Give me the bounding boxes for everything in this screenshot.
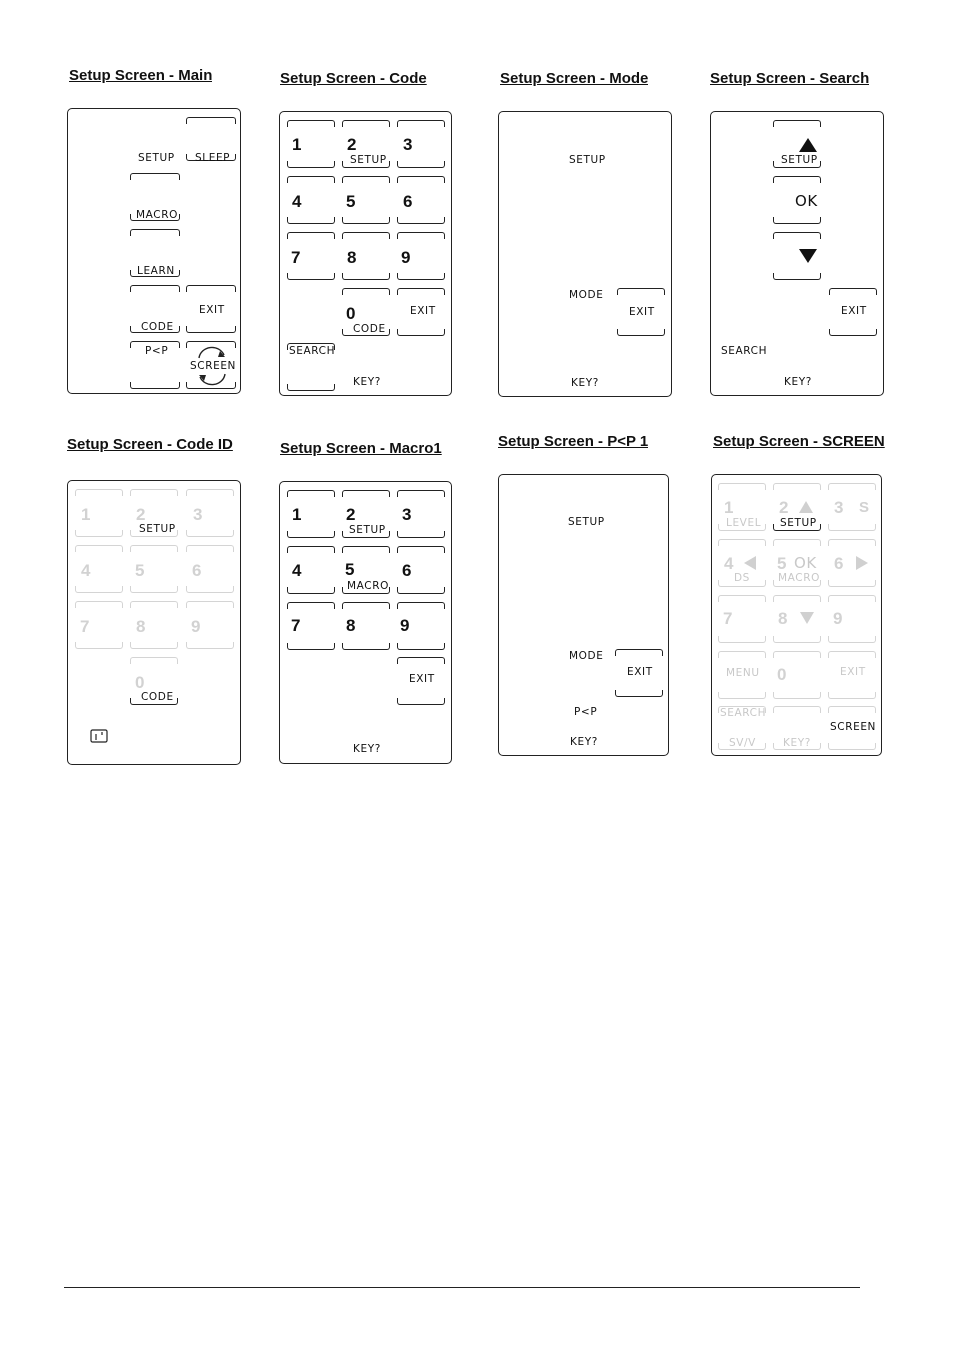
screen-exit-label: EXIT (840, 666, 866, 678)
mode-setup-label: SETUP (569, 154, 606, 166)
main-screen-label: SCREEN (190, 360, 237, 372)
mode-key-query-label: KEY? (571, 377, 599, 389)
triangle-up-icon (798, 500, 814, 514)
screen-setup-label: SETUP (780, 517, 817, 529)
macro1-digit-4: 4 (292, 561, 302, 580)
codeid-digit-8: 8 (136, 617, 146, 636)
code-digit-9: 9 (401, 248, 411, 267)
codeid-digit-5: 5 (135, 561, 145, 580)
triangle-down-icon (799, 611, 815, 625)
codeid-digit-2: 2 (136, 505, 146, 524)
screen-digit-4: 4 (724, 554, 734, 573)
title-search: Setup Screen - Search (710, 70, 870, 87)
code-exit-label: EXIT (410, 305, 436, 317)
macro1-digit-5: 5 (345, 560, 355, 579)
footer-rule (64, 1287, 860, 1288)
main-pp-label: P<P (145, 345, 169, 357)
codeid-digit-0: 0 (135, 673, 145, 692)
pp1-key-query-label: KEY? (570, 736, 598, 748)
main-learn-label: LEARN (137, 265, 175, 277)
codeid-code-label: CODE (141, 691, 174, 703)
title-code: Setup Screen - Code (280, 70, 427, 87)
screen-screen-label: SCREEN (830, 721, 877, 733)
triangle-up-icon (798, 137, 818, 153)
code-digit-3: 3 (403, 135, 413, 154)
code-setup-label: SETUP (350, 154, 387, 166)
main-code-label: CODE (141, 321, 174, 333)
code-digit-5: 5 (346, 192, 356, 211)
title-screen: Setup Screen - SCREEN (713, 433, 885, 450)
screen-key-query-label: KEY? (783, 737, 811, 749)
screen-digit-2: 2 (779, 498, 789, 517)
macro1-digit-8: 8 (346, 616, 356, 635)
main-setup-label: SETUP (138, 152, 175, 164)
title-mode: Setup Screen - Mode (500, 70, 649, 87)
screen-digit-1: 1 (724, 498, 734, 517)
screen-ok-label: OK (794, 554, 817, 572)
macro1-key-query-label: KEY? (353, 743, 381, 755)
title-macro1: Setup Screen - Macro1 (280, 440, 442, 457)
mode-exit-label: EXIT (629, 306, 655, 318)
screen-ds-label: DS (734, 572, 750, 584)
screen-digit-0: 0 (777, 665, 787, 684)
codeid-digit-1: 1 (81, 505, 91, 524)
panel-macro1 (279, 481, 452, 764)
codeid-digit-9: 9 (191, 617, 201, 636)
code-digit-6: 6 (403, 192, 413, 211)
main-macro-label: MACRO (136, 209, 178, 221)
screen-search-label: SEARCH (720, 707, 767, 719)
code-key-query-label: KEY? (353, 376, 381, 388)
triangle-left-icon (743, 555, 757, 571)
codeid-digit-7: 7 (80, 617, 90, 636)
screen-macro-label: MACRO (778, 572, 820, 584)
search-search-label: SEARCH (721, 345, 768, 357)
screen-digit-6: 6 (834, 554, 844, 573)
code-digit-4: 4 (292, 192, 302, 211)
info-icon (90, 729, 108, 743)
search-exit-label: EXIT (841, 305, 867, 317)
panel-main (67, 108, 241, 394)
codeid-digit-4: 4 (81, 561, 91, 580)
title-code-id: Setup Screen - Code ID (67, 436, 233, 453)
screen-digit-9: 9 (833, 609, 843, 628)
code-code-label: CODE (353, 323, 386, 335)
panel-mode (498, 111, 672, 397)
pp1-mode-label: MODE (569, 650, 604, 662)
main-exit-label: EXIT (199, 304, 225, 316)
search-key-query-label: KEY? (784, 376, 812, 388)
triangle-down-icon (798, 248, 818, 264)
codeid-digit-6: 6 (192, 561, 202, 580)
screen-level-label: LEVEL (726, 517, 762, 529)
mode-mode-label: MODE (569, 289, 604, 301)
screen-digit-3: 3 (834, 498, 844, 517)
panel-screen (711, 474, 882, 756)
code-digit-8: 8 (347, 248, 357, 267)
macro1-digit-2: 2 (346, 505, 356, 524)
screen-menu-label: MENU (726, 667, 760, 679)
code-digit-1: 1 (292, 135, 302, 154)
macro1-exit-label: EXIT (409, 673, 435, 685)
macro1-digit-7: 7 (291, 616, 301, 635)
panel-search (710, 111, 884, 396)
macro1-digit-1: 1 (292, 505, 302, 524)
code-digit-2: 2 (347, 135, 357, 154)
triangle-right-icon (855, 555, 869, 571)
macro1-macro-label: MACRO (347, 580, 389, 592)
pp1-setup-label: SETUP (568, 516, 605, 528)
screen-digit-5: 5 (777, 554, 787, 573)
search-setup-label: SETUP (781, 154, 818, 166)
title-main: Setup Screen - Main (69, 67, 213, 84)
panel-pp1 (498, 474, 669, 756)
pp1-exit-label: EXIT (627, 666, 653, 678)
screen-digit-8: 8 (778, 609, 788, 628)
panel-code-id (67, 480, 241, 765)
pp1-pp-label: P<P (574, 706, 598, 718)
macro1-digit-3: 3 (402, 505, 412, 524)
panel-code (279, 111, 452, 396)
macro1-digit-6: 6 (402, 561, 412, 580)
code-digit-7: 7 (291, 248, 301, 267)
search-ok-label: OK (795, 192, 818, 210)
screen-sv-label: SV/V (729, 737, 756, 749)
code-search-label: SEARCH (289, 345, 336, 357)
codeid-digit-3: 3 (193, 505, 203, 524)
macro1-digit-9: 9 (400, 616, 410, 635)
macro1-setup-label: SETUP (349, 524, 386, 536)
screen-digit-7: 7 (723, 609, 733, 628)
screen-s-label: S (859, 499, 870, 516)
code-digit-0: 0 (346, 304, 356, 323)
codeid-setup-label: SETUP (139, 523, 176, 535)
main-sleep-label: SLEEP (195, 152, 231, 164)
title-pp1: Setup Screen - P<P 1 (498, 433, 649, 450)
